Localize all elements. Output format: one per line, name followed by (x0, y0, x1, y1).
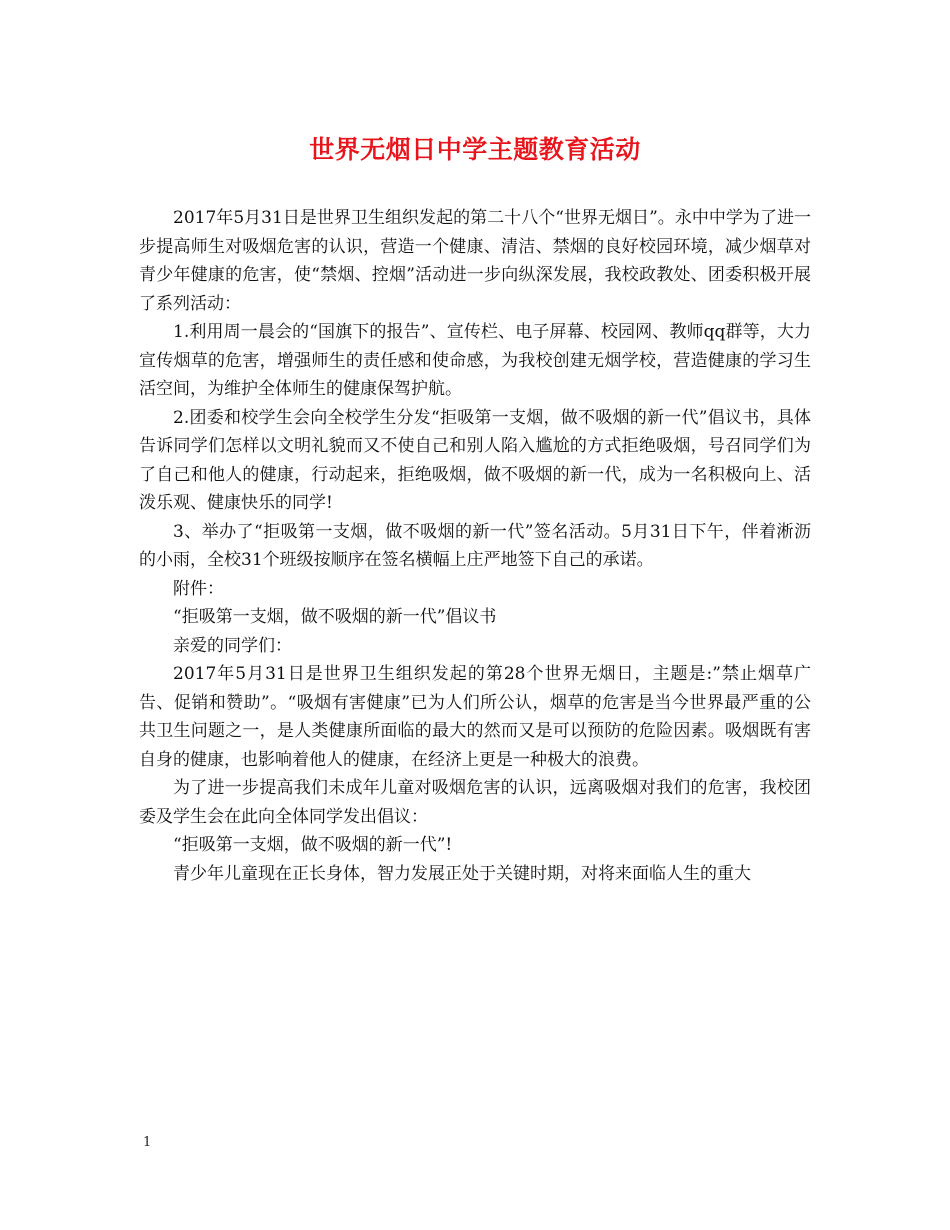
paragraph-proposal-title: “拒吸第一支烟，做不吸烟的新一代”倡议书 (173, 607, 497, 627)
document-body (139, 204, 811, 888)
paragraph-intro: 2017年5月31日是世界卫生组织发起的第二十八个“世界无烟日”。永中中学为了进一步提高师生对吸烟危害的认识，营造一个健康、清洁、禁烟的良好校园环境，减少烟草对青少年健康的危害，使“禁烟、控烟”活动进一步向纵深发展，我校政教处、团委积极开展了系列活动： (139, 208, 811, 314)
paragraph-purpose: 为了进一步提高我们未成年儿童对吸烟危害的认识，远离吸烟对我们的危害，我校团委及学生会在此向全体同学发出倡议： (139, 778, 811, 827)
paragraph-item-2: 2.团委和校学生会向全校学生分发“拒吸第一支烟，做不吸烟的新一代”倡议书，具体告诉同学们怎样以文明礼貌而又不使自己和别人陷入尴尬的方式拒绝吸烟，号召同学们为了自己和他人的健康，行动起来，拒绝吸烟，做不吸烟的新一代，成为一名积极向上、活泼乐观、健康快乐的同学! (139, 407, 811, 513)
paragraph-item-1: 1.利用周一晨会的“国旗下的报告”、宣传栏、电子屏幕、校园网、教师qq群等，大力宣传烟草的危害，增强师生的责任感和使命感，为我校创建无烟学校，营造健康的学习生活空间，为维护全体师生的健康保驾护航。 (139, 322, 811, 399)
paragraph-salutation: 亲爱的同学们： (173, 635, 292, 656)
paragraph-attachment-label: 附件： (173, 578, 224, 599)
paragraph-slogan: “拒吸第一支烟，做不吸烟的新一代”! (173, 835, 453, 855)
paragraph-item-3: 3、举办了“拒吸第一支烟，做不吸烟的新一代”签名活动。5月31日下午，伴着淅沥的小雨，全校31个班级按顺序在签名横幅上庄严地签下自己的承诺。 (139, 521, 811, 570)
document-title: 世界无烟日中学主题教育活动 (309, 135, 641, 164)
paragraph-background: 2017年5月31日是世界卫生组织发起的第28个世界无烟日，主题是:”禁止烟草广告、促销和赞助”。“吸烟有害健康”已为人们所公认，烟草的危害是当今世界最严重的公共卫生问题之一，是人类健康所面临的最大的然而又是可以预防的危险因素。吸烟既有害自身的健康，也影响着他人的健康，在经济上更是一种极大的浪费。 (139, 664, 811, 770)
page-number: 1 (143, 1135, 152, 1150)
paragraph-continuation: 青少年儿童现在正长身体，智力发展正处于关键时期，对将来面临人生的重大 (173, 863, 751, 884)
